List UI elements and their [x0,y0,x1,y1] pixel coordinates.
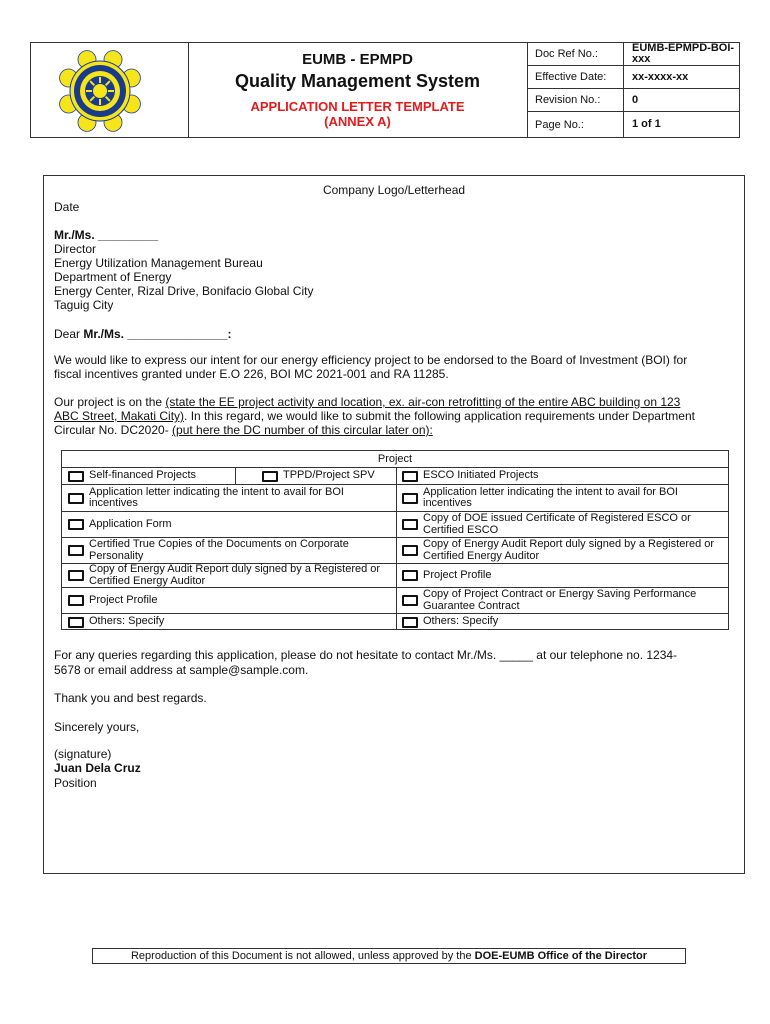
para2-instruction-1: (state the EE project activity and location, ex. air-con retrofitting of the entire ABC building on 123 [165,395,681,409]
checkbox-icon[interactable] [68,595,84,606]
revision-value: 0 [632,93,639,106]
meta-row-effective-date [527,66,739,89]
effective-date-value: xx-xxxx-xx [632,70,689,83]
right-req-4-label: Project Profile [423,568,492,581]
left-req-1[interactable] [68,485,390,511]
doc-ref-label: Doc Ref No.: [527,43,624,65]
right-req-3-label: Copy of Energy Audit Report duly signed by a Registered or Certified Energy Auditor [423,538,715,562]
left-req-3-label: Certified True Copies of the Documents on Corporate Personality [89,538,349,562]
signature-placeholder: (signature) [54,747,112,761]
signer-name: Juan Dela Cruz [54,761,141,775]
page-value: 1 of 1 [632,118,661,130]
signer-position: Position [54,776,97,790]
letter-date: Date [54,200,80,214]
para2-line-3 [54,423,433,437]
checkbox-icon[interactable] [402,545,418,556]
reproduction-notice [92,948,686,964]
para2-instruction-2: ABC Street, Makati City) [54,409,185,423]
right-req-3[interactable] [402,538,724,563]
right-req-1-label: Application letter indicating the intent to avail for BOI incentives [423,485,678,509]
checkbox-icon[interactable] [402,493,418,504]
right-req-2-label: Copy of DOE issued Certificate of Registered ESCO or Certified ESCO [423,512,691,536]
para2-line-2 [54,409,695,423]
recipient-line-4: Energy Center, Rizal Drive, Bonifacio Global City [54,284,314,298]
footer-office: DOE-EUMB Office of the Director [474,950,647,962]
left-req-6-label: Others: Specify [89,615,165,628]
left-req-6[interactable] [68,614,390,630]
recipient-line-1: Director [54,242,97,256]
option-esco-label: ESCO Initiated Projects [423,469,539,482]
checkbox-icon[interactable] [68,493,84,504]
right-req-6-label: Others: Specify [423,615,499,628]
checkbox-icon[interactable] [402,471,418,482]
recipient-name: Mr./Ms. _________ [54,228,159,242]
meta-row-revision [527,89,739,112]
checkbox-icon[interactable] [402,617,418,628]
annex-label: (ANNEX A) [324,114,391,129]
project-table-title: Project [377,453,413,465]
company-logo-placeholder: Company Logo/Letterhead [322,183,466,197]
dear-prefix: Dear [54,327,84,341]
recipient-line-2: Energy Utilization Management Bureau [54,256,263,270]
template-title [188,99,527,129]
para2-prefix: Our project is on the [54,395,166,409]
right-req-5-label: Copy of Project Contract or Energy Saving Performance Guarantee Contract [423,588,697,612]
doc-ref-value-line-2: xxx [632,53,651,65]
recipient-line-5: Taguig City [54,298,114,312]
option-tppd-spv[interactable] [262,468,375,484]
effective-date-label: Effective Date: [527,66,624,88]
dear-name: Mr./Ms. _______________: [83,327,232,341]
para2-line-1 [54,395,680,409]
salutation [54,327,231,341]
left-req-5-label: Project Profile [89,593,158,606]
contact-line-2: 5678 or email address at sample@sample.com. [54,663,309,677]
para1-line-2: fiscal incentives granted under E.O 226, BOI MC 2021-001 and RA 11285. [54,367,449,381]
para2-middle: . In this regard, we would like to submit the following application requirements under Department [184,409,695,423]
right-req-1[interactable] [402,485,724,511]
left-req-3[interactable] [68,538,390,563]
checkbox-icon[interactable] [68,570,84,581]
option-tppd-spv-label: TPPD/Project SPV [283,469,375,482]
meta-row-doc-ref [527,43,739,66]
checkbox-icon[interactable] [68,471,84,482]
option-self-financed-label: Self-financed Projects [89,469,196,482]
template-title-line: APPLICATION LETTER TEMPLATE [250,99,465,114]
right-req-6[interactable] [402,614,724,630]
left-req-1-label: Application letter indicating the intent to avail for BOI incentives [89,485,344,509]
logo-cell [31,43,189,137]
para2-circular: Circular No. DC2020- [54,423,173,437]
org-title: EUMB - EPMPD [302,51,413,68]
recipient-line-3: Department of Energy [54,270,172,284]
right-req-5[interactable] [402,588,724,613]
contact-line-1: For any queries regarding this application, please do not hesitate to contact Mr./Ms. _____ at our telephone no. 1234- [54,648,678,662]
checkbox-icon[interactable] [68,617,84,628]
thanks-line: Thank you and best regards. [54,691,207,705]
document-header [30,42,740,138]
left-req-5[interactable] [68,588,390,613]
left-req-2-label: Application Form [89,517,172,530]
project-requirements-table [61,450,729,630]
meta-row-page [527,112,739,137]
checkbox-icon[interactable] [68,545,84,556]
doc-ref-value-line-1: EUMB-EPMPD-BOI- [632,42,735,54]
footer-text: Reproduction of this Document is not allowed, unless approved by the [130,950,475,962]
option-self-financed[interactable] [68,468,196,484]
left-req-2[interactable] [68,512,390,537]
page-label: Page No.: [527,112,624,137]
right-req-4[interactable] [402,564,724,587]
checkbox-icon[interactable] [402,595,418,606]
revision-label: Revision No.: [527,89,624,111]
system-title: Quality Management System [234,71,481,91]
right-req-2[interactable] [402,512,724,537]
title-cell [188,43,528,137]
checkbox-icon[interactable] [68,519,84,530]
para1-line-1: We would like to express our intent for our energy efficiency project to be endorsed to the Board of Investment (BOI) for [54,353,688,367]
doc-ref-value [624,43,739,65]
para2-instruction-3: (put here the DC number of this circular later on): [172,423,433,437]
left-req-4[interactable] [68,564,390,587]
checkbox-icon[interactable] [262,471,278,482]
option-esco[interactable] [402,468,539,484]
checkbox-icon[interactable] [402,570,418,581]
department-seal-logo [46,49,154,133]
checkbox-icon[interactable] [402,519,418,530]
closing-line: Sincerely yours, [54,720,140,734]
left-req-4-label: Copy of Energy Audit Report duly signed by a Registered or Certified Energy Auditor [89,563,381,587]
